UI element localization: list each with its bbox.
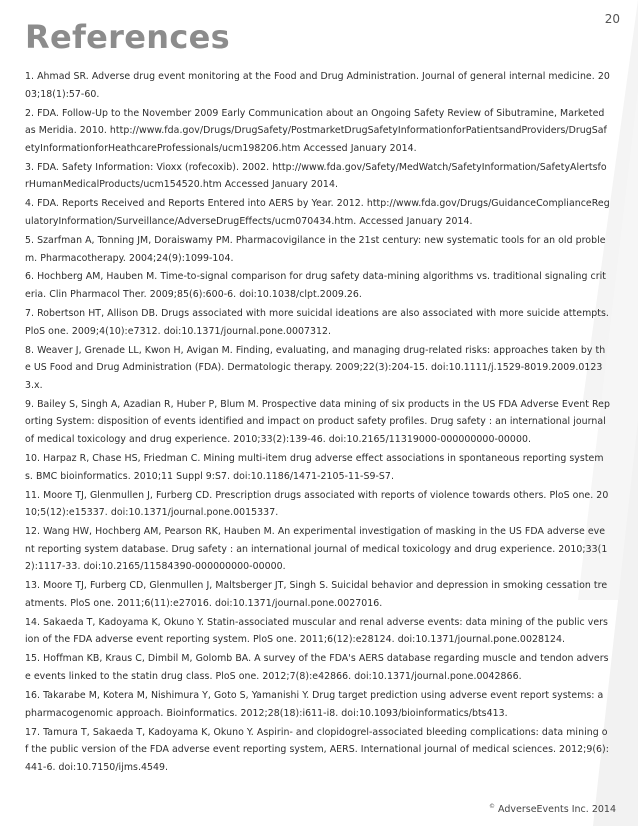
reference-list bbox=[25, 68, 610, 778]
copyright-symbol: © bbox=[488, 803, 495, 810]
reference-item: 6. Hochberg AM, Hauben M. Time-to-signal comparison for drug safety data-mining algorithms vs. traditional signaling criteria. Clin Pharmacol Ther. 2009;85(6):600-6. doi:10.1038/clpt.2009.26. bbox=[25, 271, 607, 301]
reference-item: 1. Ahmad SR. Adverse drug event monitoring at the Food and Drug Administration. Journal of general internal medicine. 2003;18(1):57-60. bbox=[25, 71, 610, 100]
reference-item: 17. Tamura T, Sakaeda T, Kadoyama K, Okuno Y. Aspirin- and clopidogrel-associated bleeding complications: data mining of the public version of the FDA adverse event reporting system, AERS. International journal of medical sciences. 2012;9(6):441-6. doi:10.7150/ijms.4549. bbox=[25, 726, 609, 773]
reference-item: 8. Weaver J, Grenade LL, Kwon H, Avigan M. Finding, evaluating, and managing drug-related risks: approaches taken by the US Food and Drug Administration (FDA). Dermatologic therapy. 2009;22(3):204-15. doi:10.1111/j.1529-8019.2009.01233.x. bbox=[25, 344, 606, 391]
reference-item: 5. Szarfman A, Tonning JM, Doraiswamy PM. Pharmacovigilance in the 21st century: new systematic tools for an old problem. Pharmacotherapy. 2004;24(9):1099-104. bbox=[25, 234, 606, 264]
reference-item: 7. Robertson HT, Allison DB. Drugs associated with more suicidal ideations are also associated with more suicide attempts. PloS one. 2009;4(10):e7312. doi:10.1371/journal.pone.0007312. bbox=[25, 308, 609, 337]
reference-item: 2. FDA. Follow-Up to the November 2009 Early Communication about an Ongoing Safety Review of Sibutramine, Marketed as Meridia. 2010. http://www.fda.gov/Drugs/DrugSafety/PostmarketDrugSafetyInformationforPatientsandProviders/DrugSafetyInformationforHeathcareProfessionals/ucm198206.htm Accessed January 2014. bbox=[25, 107, 607, 154]
reference-item: 15. Hoffman KB, Kraus C, Dimbil M, Golomb BA. A survey of the FDA's AERS database regarding muscle and tendon adverse events linked to the statin drug class. PloS one. 2012;7(8):e42866. doi:10.1371/journal.pone.0042866. bbox=[25, 653, 609, 683]
reference-item: 16. Takarabe M, Kotera M, Nishimura Y, Goto S, Yamanishi Y. Drug target prediction using adverse event report systems: a pharmacogenomic approach. Bioinformatics. 2012;28(18):i611-i8. doi:10.1093/bioinformatics/bts413. bbox=[25, 690, 604, 719]
reference-item: 14. Sakaeda T, Kadoyama K, Okuno Y. Statin-associated muscular and renal adverse events: data mining of the public version of the FDA adverse event reporting system. PloS one. 2011;6(12):e28124. doi:10.1371/journal.pone.0028124. bbox=[25, 616, 608, 646]
reference-item: 10. Harpaz R, Chase HS, Friedman C. Mining multi-item drug adverse effect associations in spontaneous reporting systems. BMC bioinformatics. 2010;11 Suppl 9:S7. doi:10.1186/1471-2105-11-S9-S7. bbox=[25, 452, 604, 482]
copyright-footer bbox=[489, 803, 616, 815]
page-number: 20 bbox=[604, 12, 620, 26]
reference-item: 3. FDA. Safety Information: Vioxx (rofecoxib). 2002. http://www.fda.gov/Safety/MedWatch/SafetyInformation/SafetyAlertsforHumanMedicalProducts/ucm154520.htm Accessed January 2014. bbox=[25, 161, 607, 191]
reference-item: 11. Moore TJ, Glenmullen J, Furberg CD. Prescription drugs associated with reports of violence towards others. PloS one. 2010;5(12):e15337. doi:10.1371/journal.pone.0015337. bbox=[25, 489, 609, 519]
page-title: References bbox=[25, 18, 230, 56]
reference-item: 4. FDA. Reports Received and Reports Entered into AERS by Year. 2012. http://www.fda.gov/Drugs/GuidanceComplianceRegulatoryInformation/Surveillance/AdverseDrugEffects/ucm070434.htm. Accessed January 2014. bbox=[25, 198, 610, 227]
copyright-text: AdverseEvents Inc. 2014 bbox=[498, 804, 616, 816]
reference-item: 13. Moore TJ, Furberg CD, Glenmullen J, Maltsberger JT, Singh S. Suicidal behavior and depression in smoking cessation treatments. PloS one. 2011;6(11):e27016. doi:10.1371/journal.pone.0027016. bbox=[25, 580, 608, 609]
reference-item: 9. Bailey S, Singh A, Azadian R, Huber P, Blum M. Prospective data mining of six products in the US FDA Adverse Event Reporting System: disposition of events identified and impact on product safety profiles. Drug safety : an international journal of medical toxicology and drug experience. 2010;33(2):139-46. doi:10.2165/11319000-000000000-00000. bbox=[25, 398, 610, 445]
reference-item: 12. Wang HW, Hochberg AM, Pearson RK, Hauben M. An experimental investigation of masking in the US FDA adverse event reporting system database. Drug safety : an international journal of medical toxicology and drug experience. 2010;33(12):1117-33. doi:10.2165/11584390-000000000-00000. bbox=[25, 526, 608, 573]
